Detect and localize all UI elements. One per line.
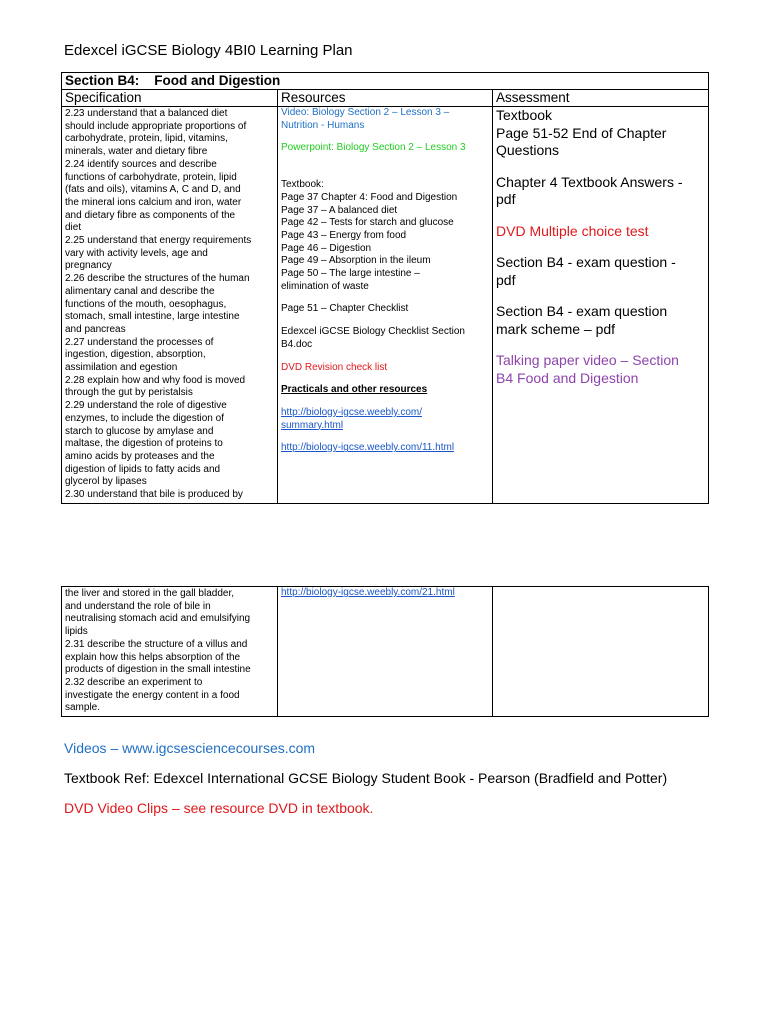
spec-line: glycerol by lipases [65,476,147,488]
specification-cell-continued [62,587,278,717]
spec-line: sample. [65,702,101,714]
specification-text [65,108,274,502]
specification-cell [62,107,278,504]
footer-textbook-ref: Textbook Ref: Edexcel International GCSE Biology Student Book - Pearson (Bradfield and Potter) [64,770,668,786]
link-21[interactable]: http://biology-igcse.weebly.com/21.html [281,587,455,598]
link-summary-line2[interactable]: summary.html [281,419,344,431]
spec-line: should include appropriate proportions of [65,120,247,132]
spec-line: 2.28 explain how and why food is moved [65,374,246,386]
spec-line: 2.24 identify sources and describe [65,158,217,170]
spec-line: alimentary canal and describe the [65,285,215,297]
spec-line: (fats and oils), vitamins A, C and D, and [65,184,241,196]
spec-line: stomach, small intestine, large intestine [65,311,240,323]
header-specification: Specification [62,90,278,107]
spec-line: explain how this helps absorption of the [65,651,241,663]
spec-line: and dietary fibre as components of the [65,209,236,221]
section-name: Food and Digestion [154,73,281,88]
spec-line: the mineral ions calcium and iron, water [65,196,242,208]
link-summary-line1[interactable]: http://biology-igcse.weebly.com/ [281,406,422,418]
spec-line: 2.31 describe the structure of a villus and [65,638,248,650]
spec-line: ingestion, digestion, absorption, [65,349,206,361]
column-header-row [62,90,709,107]
spec-line: minerals, water and dietary fibre [65,146,208,158]
spec-line: 2.27 understand the processes of [65,336,214,348]
spec-line: enzymes, to include the digestion of [65,412,224,424]
spec-line: starch to glucose by amylase and [65,425,214,437]
link-11[interactable] [281,442,489,455]
spec-line: 2.29 understand the role of digestive [65,400,227,412]
spec-line: lipids [65,626,88,638]
spec-line: investigate the energy content in a food [65,689,240,701]
header-resources: Resources [278,90,493,107]
assessment-dvd-test[interactable]: DVD Multiple choice test [496,222,649,239]
chapter-checklist: Page 51 – Chapter Checklist [281,303,409,315]
content-row [62,107,709,504]
spec-line: functions of carbohydrate, protein, lipid [65,171,237,183]
spec-line: and understand the role of bile in [65,600,211,612]
assessment-textbook: Textbook Page 51-52 End of Chapter Questions [496,107,667,158]
textbook-pages: Textbook: Page 37 Chapter 4: Food and Digestion Page 37 – A balanced diet Page 42 – Tests for starch and glucose Page 43 – Energy from food Page 46 – Digestion Page 49 – Absorption in the ileum Page 50 – The large intestine – elimination of waste [281,179,458,292]
edexcel-checklist[interactable]: Edexcel iGCSE Biology Checklist Section B4.doc [281,326,465,350]
spec-line: amino acids by proteases and the [65,450,215,462]
spec-line: pregnancy [65,260,112,272]
spec-line: through the gut by peristalsis [65,387,193,399]
assessment-cell-continued [493,587,709,717]
spec-line: products of digestion in the small intestine [65,664,251,676]
video-resource[interactable]: Video: Biology Section 2 – Lesson 3 – Nutrition - Humans [281,107,450,131]
footer-dvd-clips: DVD Video Clips – see resource DVD in textbook. [64,800,374,816]
spec-line: and pancreas [65,323,126,335]
spec-line: functions of the mouth, oesophagus, [65,298,227,310]
section-title [62,73,709,90]
section-header-row [62,73,709,90]
document-title: Edexcel iGCSE Biology 4BI0 Learning Plan [64,42,353,59]
spec-line: digestion of lipids to fatty acids and [65,463,221,475]
assessment-mark-scheme[interactable]: Section B4 - exam question mark scheme – pdf [496,303,668,337]
content-row-continued [62,587,709,717]
spec-line: 2.26 describe the structures of the human [65,273,250,285]
powerpoint-resource[interactable]: Powerpoint: Biology Section 2 – Lesson 3 [281,142,466,154]
dvd-revision-checklist[interactable]: DVD Revision check list [281,361,388,373]
spec-line: maltase, the digestion of proteins to [65,438,223,450]
spec-line: 2.30 understand that bile is produced by [65,489,243,501]
link-11-anchor[interactable]: http://biology-igcse.weebly.com/11.html [281,442,455,454]
assessment-talking-paper[interactable]: Talking paper video – Section B4 Food and Digestion [496,352,679,386]
specification-text-continued [65,588,274,715]
spec-line: 2.32 describe an experiment to [65,676,203,688]
section-label: Section B4: [65,73,140,88]
spec-line: the liver and stored in the gall bladder, [65,588,234,599]
link-summary[interactable] [281,407,489,432]
learning-plan-table-continued [61,586,709,717]
spec-line: neutralising stomach acid and emulsifying [65,613,251,625]
spec-line: carbohydrate, protein, lipid, vitamins, [65,133,228,145]
resources-cell [278,107,493,504]
resources-cell-continued [278,587,493,717]
spec-line: vary with activity levels, age and [65,247,208,259]
spec-line: assimilation and egestion [65,362,178,374]
header-assessment: Assessment [493,90,709,107]
spec-line: diet [65,222,82,234]
spec-line: 2.25 understand that energy requirements [65,235,252,247]
assessment-exam-question[interactable]: Section B4 - exam question - pdf [496,254,676,288]
spec-line: 2.23 understand that a balanced diet [65,108,228,119]
practicals-heading: Practicals and other resources [281,384,428,396]
assessment-answers[interactable]: Chapter 4 Textbook Answers - pdf [496,173,683,207]
learning-plan-table [61,72,709,504]
assessment-cell [493,107,709,504]
footer-videos[interactable]: Videos – www.igcsesciencecourses.com [64,740,316,756]
